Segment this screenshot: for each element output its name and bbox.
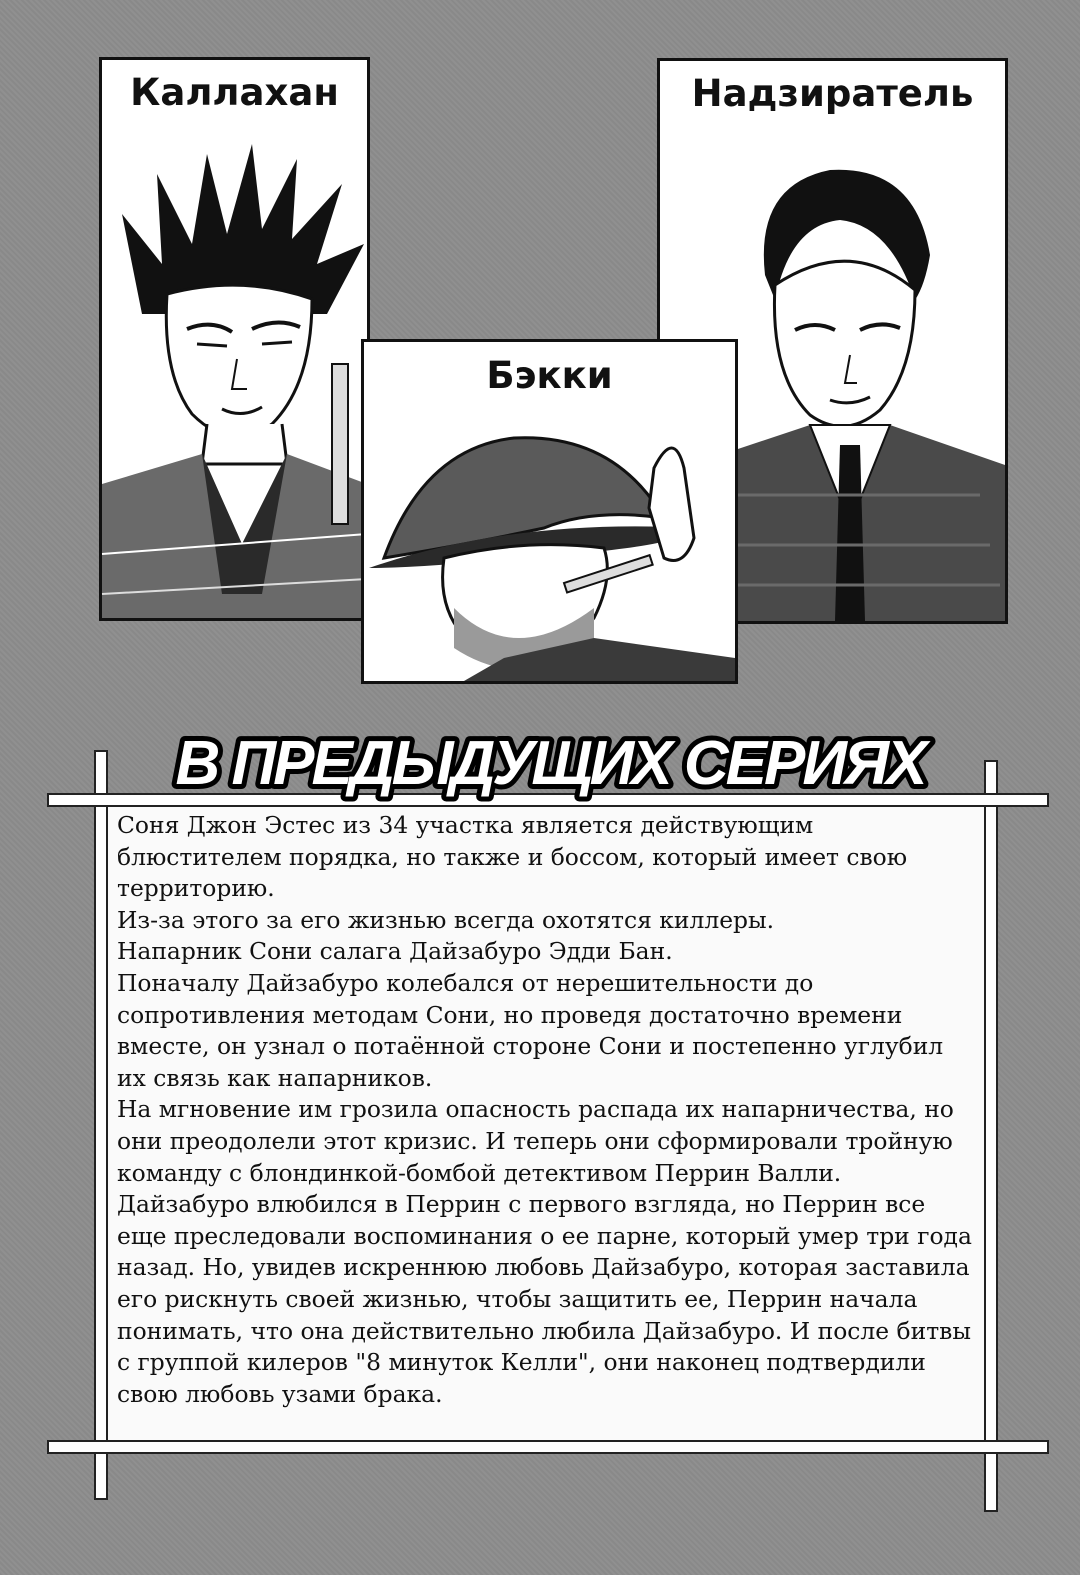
story-paragraph: Поначалу Дайзабуро колебался от нерешительности до сопротивления методам Сони, но проведя достаточно времени вместе, он узнал о потаённой стороне Сони и постепенно углубил их связь как напарников.	[117, 968, 944, 1092]
character-card-becky	[361, 339, 738, 684]
section-title-text: В ПРЕДЫДУЩИХ СЕРИЯХ	[175, 729, 925, 798]
story-paragraph: Напарник Сони салага Дайзабуро Эдди Бан.	[117, 937, 673, 966]
story-paragraph: Соня Джон Эстес из 34 участка является действующим блюстителем порядка, но также и боссом, который имеет свою территорию.	[117, 811, 908, 903]
character-name-callahan: Каллахан	[102, 60, 367, 127]
frame-bar-bottom	[47, 1440, 1049, 1454]
frame-post-left	[94, 750, 108, 1500]
story-paragraph: Из-за этого за его жизнью всегда охотятся киллеры.	[117, 905, 775, 934]
callahan-portrait	[102, 124, 367, 618]
story-text	[117, 810, 979, 1410]
character-name-becky: Бэкки	[364, 342, 735, 411]
character-card-callahan	[99, 57, 370, 621]
story-paragraph: На мгновение им грозила опасность распада их напарничества, но они преодолели этот кризис. И теперь они сформировали тройную команду с блондинкой-бомбой детективом Перрин Валли.	[117, 1095, 954, 1187]
becky-portrait	[364, 408, 735, 681]
frame-post-right	[984, 760, 998, 1512]
story-paragraph: Дайзабуро влюбился в Перрин с первого взгляда, но Перрин все еще преследовали воспоминания о ее парне, который умер три года назад. Но, увидев искреннюю любовь Дайзабуро, которая заставила его рискнуть своей жизнью, чтобы защитить ее, Перрин начала понимать, что она действительно любила Дайзабуро. И после битвы с группой килеров "8 минуток Келли", они наконец подтвердили свою любовь узами брака.	[117, 1190, 972, 1408]
character-name-warden: Надзиратель	[660, 61, 1005, 128]
section-title	[175, 718, 925, 800]
